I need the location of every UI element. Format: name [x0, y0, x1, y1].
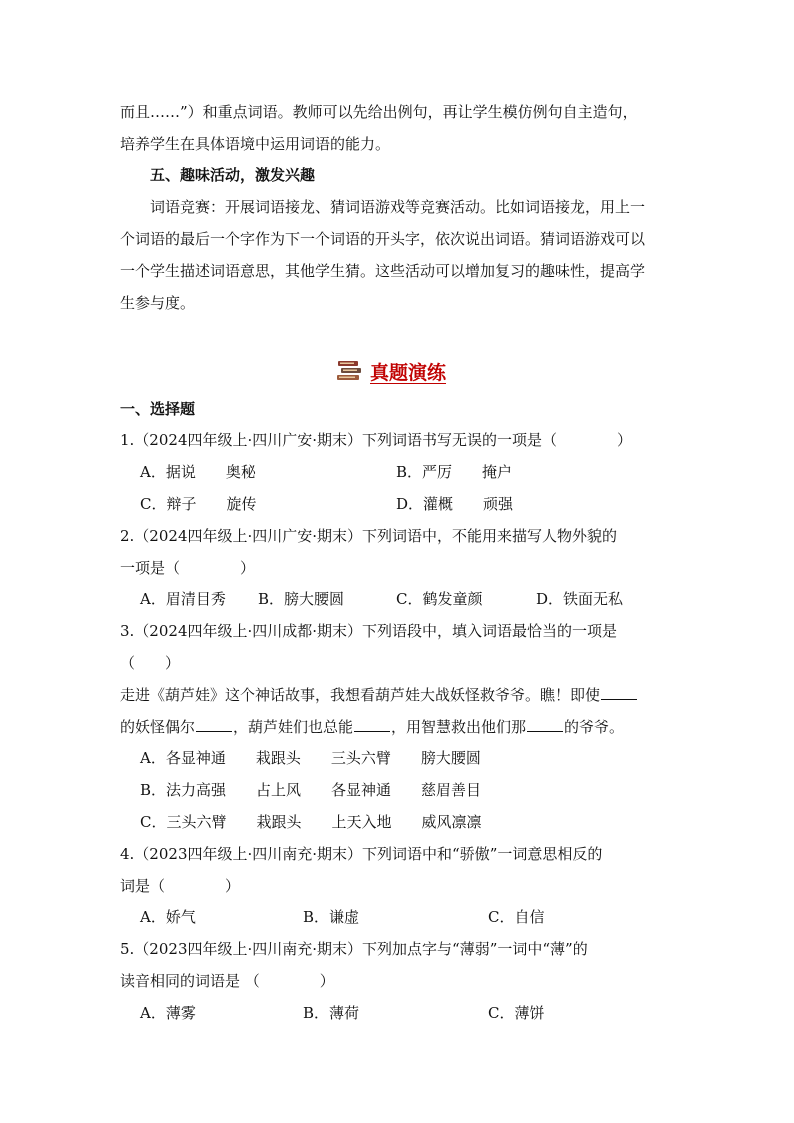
section-5-para-line-2: 个词语的最后一个字作为下一个词语的开头字，依次说出词语。猜词语游戏可以: [120, 230, 646, 248]
question-2-option-c: C．鹤发童颜: [396, 590, 483, 608]
answer-blank: [527, 717, 563, 732]
practice-header: [336, 357, 446, 385]
question-3-passage-text-2c: ，用智慧救出他们那: [391, 718, 527, 736]
intro-line-2: 培养学生在具体语境中运用词语的能力。: [120, 135, 391, 153]
question-3-option-b: B．法力高强 占上风 各显神通 慈眉善目: [140, 781, 482, 799]
practice-title: 真题演练: [370, 361, 447, 384]
question-1-option-d: D．灌概 顽强: [396, 495, 514, 513]
question-5-stem-line-1: 5.（2023四年级上·四川南充·期末）下列加点字与“薄弱”一词中“薄”的: [120, 940, 588, 958]
question-1-option-a: A．据说 奥秘: [140, 463, 256, 481]
section-5-para-line-1: 词语竞赛：开展词语接龙、猜词语游戏等竞赛活动。比如词语接龙，用上一: [150, 198, 646, 216]
question-5-option-b: B．薄荷: [303, 1004, 360, 1022]
question-3-passage-text-2d: 的爷爷。: [564, 718, 625, 736]
question-3-passage-text-2b: ，葫芦娃们也总能: [233, 718, 354, 736]
question-1-stem: 1.（2024四年级上·四川广安·期末）下列词语书写无误的一项是（ ）: [120, 431, 633, 449]
question-4-stem-line-2: 词是（ ）: [120, 877, 241, 895]
question-3-stem-line-2: （ ）: [120, 654, 181, 672]
question-3-passage-text-2a: 的妖怪偶尔: [120, 718, 196, 736]
section-5-para-line-3: 一个学生描述词语意思，其他学生猜。这些活动可以增加复习的趣味性，提高学: [120, 262, 646, 280]
part-1-heading: 一、选择题: [120, 400, 196, 418]
question-3-passage-text-1: 走进《葫芦娃》这个神话故事，我想看葫芦娃大战妖怪救爷爷。瞧！即使: [120, 686, 601, 704]
books-icon: [336, 359, 364, 383]
question-2-option-d: D．铁面无私: [536, 590, 624, 608]
answer-blank: [354, 717, 390, 732]
question-2-option-b: B．膀大腰圆: [258, 590, 345, 608]
question-5-option-a: A．薄雾: [140, 1004, 196, 1022]
answer-blank: [601, 685, 637, 700]
question-3-passage-line-2: [120, 716, 624, 738]
question-4-option-a: A．娇气: [140, 908, 196, 926]
question-4-option-c: C．自信: [488, 908, 545, 926]
section-5-para-line-4: 生参与度。: [120, 294, 196, 312]
question-2-stem-line-2: 一项是（ ）: [120, 559, 256, 577]
question-3-option-c: C．三头六臂 栽跟头 上天入地 威风凛凛: [140, 813, 482, 831]
question-3-stem-line-1: 3.（2024四年级上·四川成都·期末）下列语段中，填入词语最恰当的一项是: [120, 622, 618, 640]
question-4-option-b: B．谦虚: [303, 908, 360, 926]
question-2-option-a: A．眉清目秀: [140, 590, 226, 608]
question-5-stem-line-2: 读音相同的词语是 （ ）: [120, 972, 335, 990]
question-2-stem-line-1: 2.（2024四年级上·四川广安·期末）下列词语中，不能用来描写人物外貌的: [120, 527, 618, 545]
question-1-option-b: B．严厉 掩户: [396, 463, 513, 481]
question-4-stem-line-1: 4.（2023四年级上·四川南充·期末）下列词语中和“骄傲”一词意思相反的: [120, 845, 603, 863]
intro-line-1: 而且……”）和重点词语。教师可以先给出例句，再让学生模仿例句自主造句，: [120, 103, 638, 121]
question-1-option-c: C．辩子 旋传: [140, 495, 257, 513]
question-3-passage-line-1: [120, 684, 638, 706]
question-3-option-a: A．各显神通 栽跟头 三头六臂 膀大腰圆: [140, 749, 481, 767]
answer-blank: [196, 717, 232, 732]
section-5-heading: 五、趣味活动，激发兴趣: [150, 166, 316, 184]
question-5-option-c: C．薄饼: [488, 1004, 545, 1022]
